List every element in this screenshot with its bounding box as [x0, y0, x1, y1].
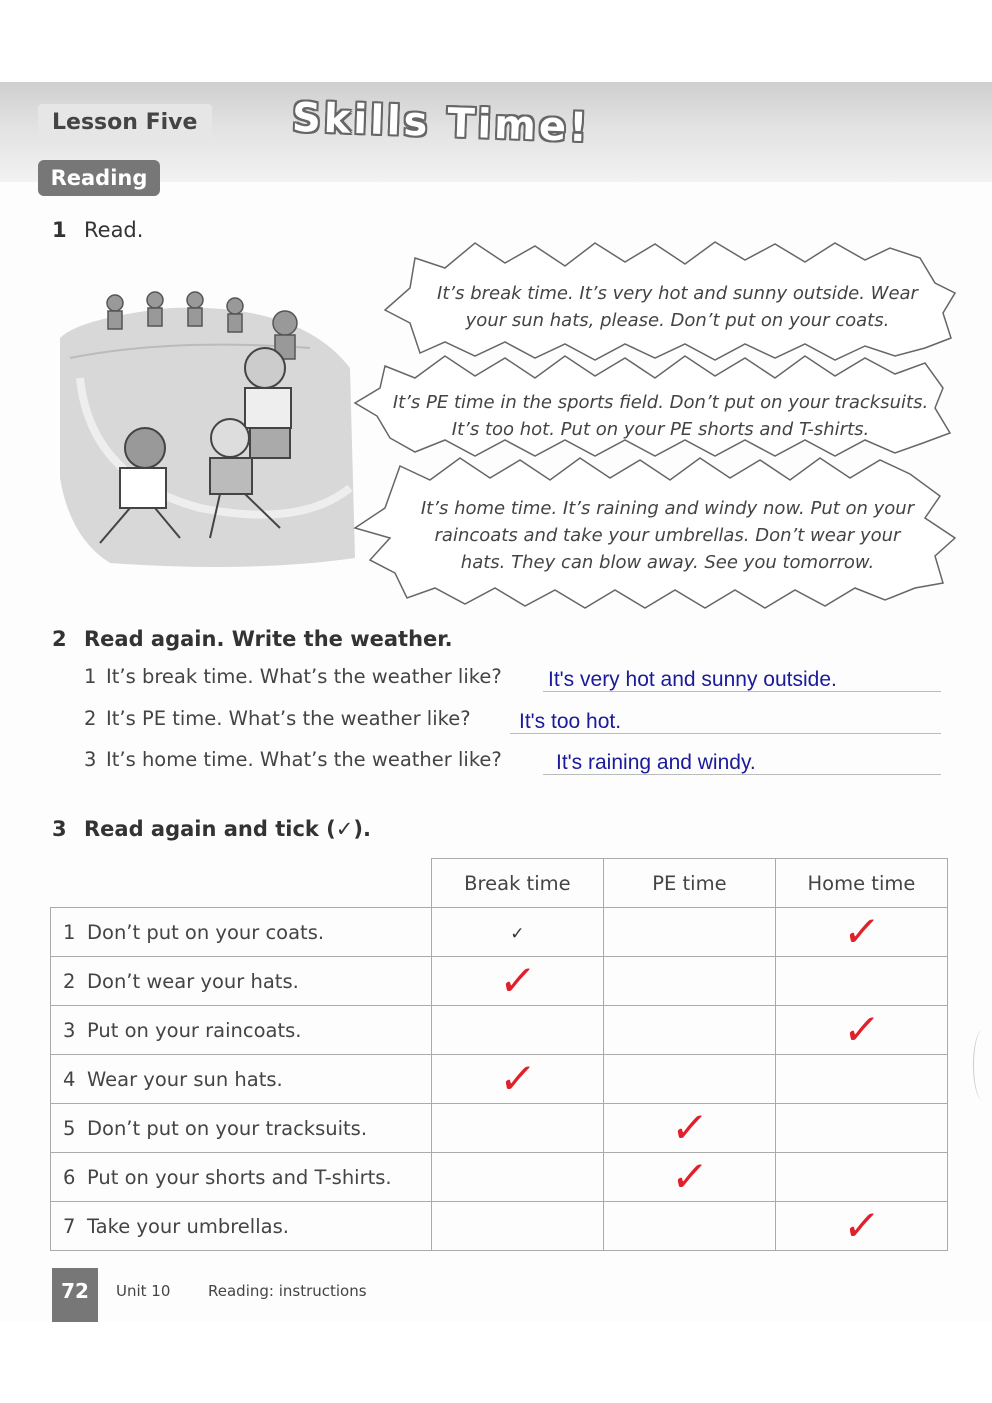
- bubble-line: It’s home time. It’s raining and windy now. Put on your: [420, 498, 915, 519]
- tick-cell[interactable]: [431, 1153, 603, 1202]
- bubble-line: It’s PE time in the sports field. Don’t put on your tracksuits.: [392, 392, 929, 413]
- row-number: 1: [63, 920, 76, 944]
- column-header-home-time: Home time: [775, 859, 947, 908]
- tick-cell[interactable]: [775, 908, 947, 957]
- table-corner: [51, 859, 432, 908]
- bubble-line: hats. They can blow away. See you tomorrow.: [460, 552, 875, 573]
- question-number: 1: [84, 665, 97, 688]
- question-text: It’s PE time. What’s the weather like?: [106, 707, 471, 730]
- table-row: [51, 1153, 948, 1202]
- footer-unit: Unit 10: [116, 1282, 171, 1300]
- bubble-pe-time: [378, 389, 943, 443]
- table-row: [51, 1202, 948, 1251]
- row-label: [51, 908, 432, 957]
- tick-cell[interactable]: [431, 957, 603, 1006]
- tick-mark: ✓: [840, 1005, 883, 1054]
- exercise-number: 1: [52, 218, 67, 242]
- tick-mark: ✓: [510, 923, 525, 944]
- table-row: [51, 957, 948, 1006]
- page-number: 72: [52, 1268, 98, 1322]
- exercise-instruction: Read again and tick (✓).: [84, 817, 371, 841]
- tick-cell[interactable]: [603, 957, 775, 1006]
- row-label: [51, 1055, 432, 1104]
- bubble-home-time: [395, 495, 940, 576]
- tick-cell[interactable]: [431, 1104, 603, 1153]
- tick-cell[interactable]: [775, 1202, 947, 1251]
- row-text: Don’t put on your tracksuits.: [87, 1116, 368, 1140]
- tick-cell[interactable]: [775, 1104, 947, 1153]
- row-label: [51, 1104, 432, 1153]
- tick-mark: ✓: [668, 1152, 711, 1201]
- row-text: Put on your raincoats.: [87, 1018, 302, 1042]
- footer-topic: Reading: instructions: [208, 1282, 367, 1300]
- tick-mark: ✓: [668, 1103, 711, 1152]
- row-text: Wear your sun hats.: [87, 1067, 283, 1091]
- answer-2[interactable]: It's too hot.: [519, 710, 622, 733]
- bubble-line: raincoats and take your umbrellas. Don’t wear your: [434, 525, 901, 546]
- exercise-2-heading: [52, 627, 453, 651]
- row-number: 5: [63, 1116, 76, 1140]
- tick-mark: ✓: [840, 1201, 883, 1250]
- tick-cell[interactable]: [603, 1104, 775, 1153]
- question-text: It’s home time. What’s the weather like?: [106, 748, 502, 771]
- tick-cell[interactable]: [603, 1055, 775, 1104]
- tick-cell[interactable]: [603, 908, 775, 957]
- row-text: Put on your shorts and T-shirts.: [87, 1165, 392, 1189]
- column-header-pe-time: PE time: [603, 859, 775, 908]
- row-number: 4: [63, 1067, 76, 1091]
- table-row: [51, 908, 948, 957]
- question-1: [84, 665, 502, 688]
- row-number: 3: [63, 1018, 76, 1042]
- row-label: [51, 1006, 432, 1055]
- tick-cell[interactable]: [431, 1202, 603, 1251]
- tick-mark: ✓: [840, 907, 883, 956]
- row-text: Don’t put on your coats.: [87, 920, 325, 944]
- row-label: [51, 957, 432, 1006]
- tick-mark: ✓: [496, 1054, 539, 1103]
- exercise-instruction: Read.: [84, 218, 144, 242]
- tick-cell[interactable]: [603, 1202, 775, 1251]
- exercise-3-heading: [52, 817, 371, 841]
- table-row: [51, 1104, 948, 1153]
- table-row: [51, 1055, 948, 1104]
- tick-cell[interactable]: [431, 908, 603, 957]
- tick-cell[interactable]: [431, 1006, 603, 1055]
- bubble-line: your sun hats, please. Don’t put on your coats.: [465, 310, 890, 331]
- tick-cell[interactable]: [603, 1153, 775, 1202]
- exercise-instruction: Read again. Write the weather.: [84, 627, 453, 651]
- row-label: [51, 1202, 432, 1251]
- tick-cell[interactable]: [775, 1006, 947, 1055]
- row-number: 2: [63, 969, 76, 993]
- question-2: [84, 707, 471, 730]
- question-text: It’s break time. What’s the weather like?: [106, 665, 502, 688]
- row-label: [51, 1153, 432, 1202]
- table-row: [51, 1006, 948, 1055]
- bubble-line: It’s break time. It’s very hot and sunny outside. Wear: [437, 283, 918, 304]
- tick-cell[interactable]: [775, 1055, 947, 1104]
- answer-1[interactable]: It's very hot and sunny outside.: [548, 668, 837, 691]
- exercise-number: 2: [52, 627, 67, 651]
- answer-3[interactable]: It's raining and windy.: [556, 751, 756, 774]
- exercise-1-heading: [52, 218, 143, 242]
- tick-cell[interactable]: [603, 1006, 775, 1055]
- children-running-illustration: [50, 278, 360, 578]
- page-edge: [973, 1030, 992, 1100]
- row-text: Don’t wear your hats.: [87, 969, 299, 993]
- tick-cell[interactable]: [431, 1055, 603, 1104]
- bubble-line: It’s too hot. Put on your PE shorts and T-shirts.: [451, 419, 870, 440]
- tick-table: [50, 858, 948, 1251]
- section-label: Reading: [38, 160, 160, 196]
- row-number: 6: [63, 1165, 76, 1189]
- tick-mark: ✓: [496, 956, 539, 1005]
- question-number: 3: [84, 748, 97, 771]
- question-number: 2: [84, 707, 97, 730]
- page-title: Skills Time!: [291, 94, 592, 152]
- question-3: [84, 748, 502, 771]
- tick-cell[interactable]: [775, 1153, 947, 1202]
- lesson-label: Lesson Five: [38, 104, 212, 142]
- bubble-break-time: [415, 280, 940, 334]
- exercise-number: 3: [52, 817, 67, 841]
- tick-cell[interactable]: [775, 957, 947, 1006]
- column-header-break-time: Break time: [431, 859, 603, 908]
- row-number: 7: [63, 1214, 76, 1238]
- row-text: Take your umbrellas.: [87, 1214, 289, 1238]
